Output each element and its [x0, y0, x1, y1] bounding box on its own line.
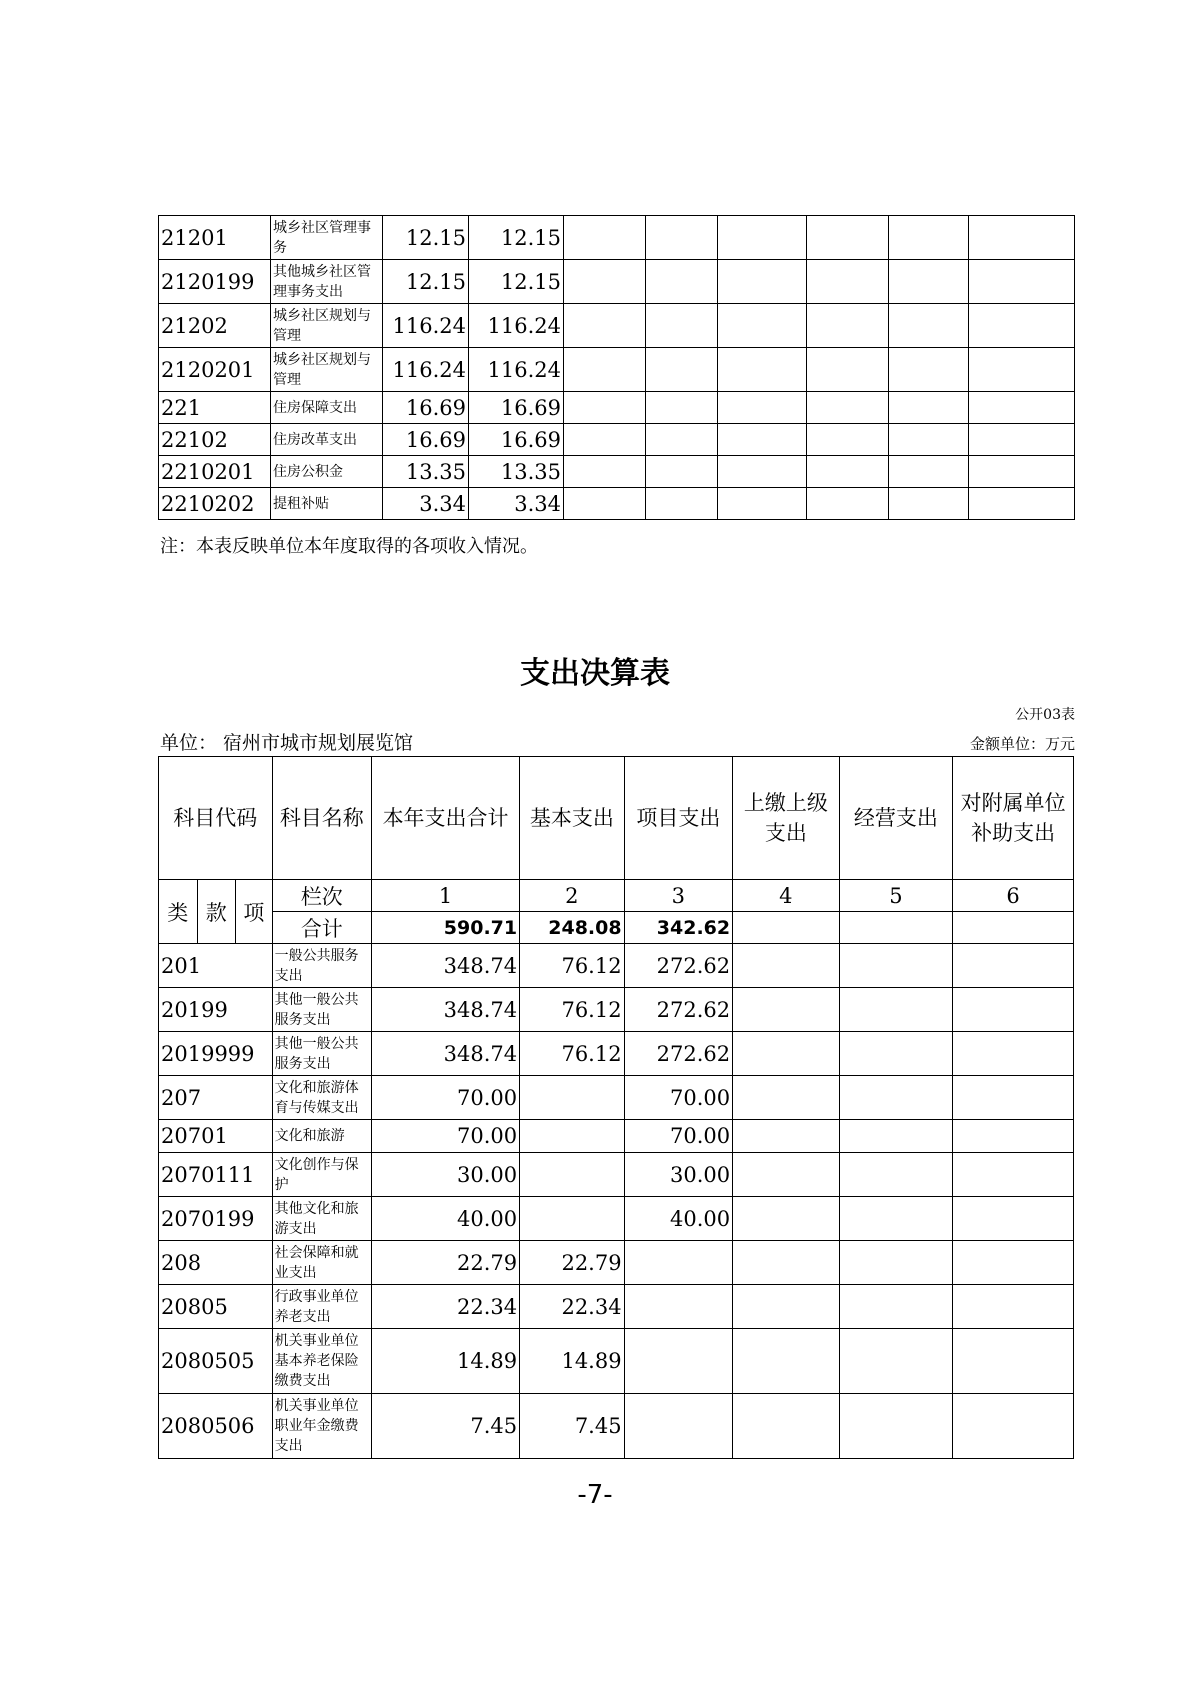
project-cell: 30.00 — [624, 1153, 733, 1197]
header-name: 科目名称 — [272, 757, 371, 880]
empty-cell — [953, 988, 1074, 1032]
code-cell: 221 — [159, 392, 271, 424]
code-cell: 201 — [159, 944, 273, 988]
empty-cell — [889, 304, 969, 348]
empty-cell — [718, 304, 807, 348]
name-cell: 其他文化和旅游支出 — [272, 1197, 371, 1241]
basic-cell: 116.24 — [469, 304, 564, 348]
header-code: 科目代码 — [159, 757, 273, 880]
sum-subsidiary — [953, 912, 1074, 944]
header-basic: 基本支出 — [520, 757, 624, 880]
empty-cell — [718, 216, 807, 260]
code-cell: 2070111 — [159, 1153, 273, 1197]
empty-cell — [969, 260, 1075, 304]
empty-cell — [718, 260, 807, 304]
total-cell: 22.34 — [372, 1285, 520, 1329]
project-cell: 70.00 — [624, 1076, 733, 1120]
empty-cell — [969, 392, 1075, 424]
empty-cell — [839, 1329, 953, 1394]
table-note: 注：本表反映单位本年度取得的各项收入情况。 — [160, 536, 538, 557]
income-table-continued — [158, 215, 1075, 520]
table-row — [159, 424, 1075, 456]
name-cell: 文化创作与保护 — [272, 1153, 371, 1197]
name-cell: 其他城乡社区管理事务支出 — [271, 260, 383, 304]
header-row — [159, 757, 1074, 880]
empty-cell — [953, 1241, 1074, 1285]
empty-cell — [839, 988, 953, 1032]
total-cell: 16.69 — [383, 392, 469, 424]
empty-cell — [807, 392, 889, 424]
basic-cell: 12.15 — [469, 260, 564, 304]
name-cell: 城乡社区规划与管理 — [271, 304, 383, 348]
table-row — [159, 1329, 1074, 1394]
basic-cell: 16.69 — [469, 424, 564, 456]
basic-cell: 76.12 — [520, 944, 624, 988]
total-cell: 70.00 — [372, 1076, 520, 1120]
empty-cell — [969, 304, 1075, 348]
basic-cell — [520, 1153, 624, 1197]
name-cell: 住房改革支出 — [271, 424, 383, 456]
table-row — [159, 1241, 1074, 1285]
code-cell: 2080505 — [159, 1329, 273, 1394]
code-cell: 2120201 — [159, 348, 271, 392]
empty-cell — [839, 1197, 953, 1241]
empty-cell — [733, 1241, 840, 1285]
project-cell — [624, 1394, 733, 1459]
amount-unit: 金额单位：万元 — [969, 735, 1075, 753]
column-5: 5 — [839, 880, 953, 912]
column-label: 栏次 — [272, 880, 371, 912]
empty-cell — [953, 1285, 1074, 1329]
name-cell: 文化和旅游体育与传媒支出 — [272, 1076, 371, 1120]
code-cell: 2080506 — [159, 1394, 273, 1459]
header-total: 本年支出合计 — [372, 757, 520, 880]
empty-cell — [839, 1394, 953, 1459]
table-row — [159, 988, 1074, 1032]
basic-cell: 16.69 — [469, 392, 564, 424]
code-cell: 20805 — [159, 1285, 273, 1329]
basic-cell: 7.45 — [520, 1394, 624, 1459]
name-cell: 一般公共服务支出 — [272, 944, 371, 988]
empty-cell — [969, 456, 1075, 488]
header-kuan: 款 — [197, 880, 236, 944]
total-cell: 116.24 — [383, 304, 469, 348]
sum-basic: 248.08 — [520, 912, 624, 944]
header-xiang: 项 — [236, 880, 273, 944]
code-cell: 208 — [159, 1241, 273, 1285]
basic-cell: 116.24 — [469, 348, 564, 392]
project-cell — [624, 1329, 733, 1394]
code-cell: 21201 — [159, 216, 271, 260]
empty-cell — [969, 216, 1075, 260]
empty-cell — [646, 304, 718, 348]
empty-cell — [718, 392, 807, 424]
sum-business — [839, 912, 953, 944]
table-row — [159, 1032, 1074, 1076]
name-cell: 其他一般公共服务支出 — [272, 988, 371, 1032]
total-cell: 30.00 — [372, 1153, 520, 1197]
project-cell — [624, 1241, 733, 1285]
header-upper: 上缴上级支出 — [733, 757, 840, 880]
table-row — [159, 392, 1075, 424]
project-cell: 272.62 — [624, 988, 733, 1032]
empty-cell — [733, 1197, 840, 1241]
empty-cell — [718, 424, 807, 456]
code-cell: 2210202 — [159, 488, 271, 520]
total-cell: 14.89 — [372, 1329, 520, 1394]
empty-cell — [839, 1076, 953, 1120]
name-cell: 住房公积金 — [271, 456, 383, 488]
basic-cell — [520, 1197, 624, 1241]
empty-cell — [839, 1241, 953, 1285]
code-cell: 2019999 — [159, 1032, 273, 1076]
total-cell: 3.34 — [383, 488, 469, 520]
basic-cell — [520, 1076, 624, 1120]
empty-cell — [718, 348, 807, 392]
header-project: 项目支出 — [624, 757, 733, 880]
column-number-row — [159, 880, 1074, 912]
basic-cell: 12.15 — [469, 216, 564, 260]
project-cell — [624, 1285, 733, 1329]
table-row — [159, 304, 1075, 348]
total-cell: 40.00 — [372, 1197, 520, 1241]
sum-project: 342.62 — [624, 912, 733, 944]
empty-cell — [953, 1329, 1074, 1394]
name-cell: 社会保障和就业支出 — [272, 1241, 371, 1285]
sum-row — [159, 912, 1074, 944]
total-cell: 348.74 — [372, 1032, 520, 1076]
table-row — [159, 348, 1075, 392]
name-cell: 文化和旅游 — [272, 1120, 371, 1153]
total-cell: 12.15 — [383, 216, 469, 260]
empty-cell — [733, 1120, 840, 1153]
empty-cell — [733, 1076, 840, 1120]
name-cell: 机关事业单位职业年金缴费支出 — [272, 1394, 371, 1459]
empty-cell — [969, 424, 1075, 456]
column-2: 2 — [520, 880, 624, 912]
expenditure-table — [158, 756, 1074, 1459]
table-row — [159, 1076, 1074, 1120]
header-business: 经营支出 — [839, 757, 953, 880]
empty-cell — [807, 260, 889, 304]
empty-cell — [889, 392, 969, 424]
empty-cell — [564, 348, 646, 392]
sum-label: 合计 — [272, 912, 371, 944]
empty-cell — [733, 944, 840, 988]
empty-cell — [889, 424, 969, 456]
table-row — [159, 456, 1075, 488]
empty-cell — [969, 348, 1075, 392]
empty-cell — [564, 456, 646, 488]
table-row — [159, 216, 1075, 260]
sum-upper — [733, 912, 840, 944]
name-cell: 行政事业单位养老支出 — [272, 1285, 371, 1329]
code-cell: 20701 — [159, 1120, 273, 1153]
total-cell: 16.69 — [383, 424, 469, 456]
empty-cell — [839, 944, 953, 988]
name-cell: 城乡社区规划与管理 — [271, 348, 383, 392]
basic-cell: 14.89 — [520, 1329, 624, 1394]
empty-cell — [839, 1120, 953, 1153]
table-row — [159, 1153, 1074, 1197]
empty-cell — [889, 488, 969, 520]
empty-cell — [807, 304, 889, 348]
code-cell: 22102 — [159, 424, 271, 456]
column-4: 4 — [733, 880, 840, 912]
empty-cell — [953, 1120, 1074, 1153]
total-cell: 22.79 — [372, 1241, 520, 1285]
code-cell: 20199 — [159, 988, 273, 1032]
code-cell: 21202 — [159, 304, 271, 348]
name-cell: 提租补贴 — [271, 488, 383, 520]
total-cell: 13.35 — [383, 456, 469, 488]
table-row — [159, 1120, 1074, 1153]
empty-cell — [733, 1032, 840, 1076]
empty-cell — [839, 1153, 953, 1197]
table-row — [159, 260, 1075, 304]
empty-cell — [718, 488, 807, 520]
basic-cell: 13.35 — [469, 456, 564, 488]
empty-cell — [646, 348, 718, 392]
project-cell: 272.62 — [624, 944, 733, 988]
empty-cell — [953, 1394, 1074, 1459]
total-cell: 12.15 — [383, 260, 469, 304]
empty-cell — [646, 424, 718, 456]
empty-cell — [839, 1032, 953, 1076]
empty-cell — [889, 260, 969, 304]
basic-cell — [520, 1120, 624, 1153]
name-cell: 其他一般公共服务支出 — [272, 1032, 371, 1076]
table-row — [159, 488, 1075, 520]
name-cell: 机关事业单位基本养老保险缴费支出 — [272, 1329, 371, 1394]
empty-cell — [646, 392, 718, 424]
page-number: -7- — [577, 1480, 613, 1510]
code-cell: 207 — [159, 1076, 273, 1120]
empty-cell — [807, 488, 889, 520]
empty-cell — [953, 1153, 1074, 1197]
name-cell: 城乡社区管理事务 — [271, 216, 383, 260]
empty-cell — [718, 456, 807, 488]
empty-cell — [564, 260, 646, 304]
column-3: 3 — [624, 880, 733, 912]
empty-cell — [733, 988, 840, 1032]
project-cell: 40.00 — [624, 1197, 733, 1241]
empty-cell — [953, 944, 1074, 988]
table-row — [159, 1197, 1074, 1241]
empty-cell — [953, 1032, 1074, 1076]
total-cell: 348.74 — [372, 988, 520, 1032]
empty-cell — [564, 488, 646, 520]
empty-cell — [564, 424, 646, 456]
name-cell: 住房保障支出 — [271, 392, 383, 424]
project-cell: 272.62 — [624, 1032, 733, 1076]
empty-cell — [733, 1285, 840, 1329]
empty-cell — [839, 1285, 953, 1329]
basic-cell: 22.79 — [520, 1241, 624, 1285]
table-row — [159, 944, 1074, 988]
header-lei: 类 — [159, 880, 198, 944]
code-cell: 2070199 — [159, 1197, 273, 1241]
basic-cell: 22.34 — [520, 1285, 624, 1329]
total-cell: 116.24 — [383, 348, 469, 392]
empty-cell — [953, 1197, 1074, 1241]
basic-cell: 76.12 — [520, 988, 624, 1032]
project-cell: 70.00 — [624, 1120, 733, 1153]
total-cell: 7.45 — [372, 1394, 520, 1459]
empty-cell — [733, 1153, 840, 1197]
empty-cell — [646, 216, 718, 260]
empty-cell — [969, 488, 1075, 520]
empty-cell — [733, 1394, 840, 1459]
column-1: 1 — [372, 880, 520, 912]
empty-cell — [646, 260, 718, 304]
sum-total: 590.71 — [372, 912, 520, 944]
code-cell: 2210201 — [159, 456, 271, 488]
basic-cell: 3.34 — [469, 488, 564, 520]
empty-cell — [953, 1076, 1074, 1120]
empty-cell — [889, 216, 969, 260]
empty-cell — [564, 392, 646, 424]
total-cell: 70.00 — [372, 1120, 520, 1153]
empty-cell — [564, 216, 646, 260]
empty-cell — [889, 348, 969, 392]
form-number: 公开03表 — [1015, 707, 1075, 723]
total-cell: 348.74 — [372, 944, 520, 988]
empty-cell — [733, 1329, 840, 1394]
column-6: 6 — [953, 880, 1074, 912]
unit-label: 单位： 宿州市城市规划展览馆 — [160, 732, 414, 754]
empty-cell — [646, 456, 718, 488]
empty-cell — [807, 424, 889, 456]
empty-cell — [807, 348, 889, 392]
table-row — [159, 1285, 1074, 1329]
page-title: 支出决算表 — [520, 656, 670, 691]
empty-cell — [807, 456, 889, 488]
empty-cell — [807, 216, 889, 260]
basic-cell: 76.12 — [520, 1032, 624, 1076]
empty-cell — [889, 456, 969, 488]
empty-cell — [564, 304, 646, 348]
empty-cell — [646, 488, 718, 520]
code-cell: 2120199 — [159, 260, 271, 304]
header-subsidiary: 对附属单位补助支出 — [953, 757, 1074, 880]
table-row — [159, 1394, 1074, 1459]
